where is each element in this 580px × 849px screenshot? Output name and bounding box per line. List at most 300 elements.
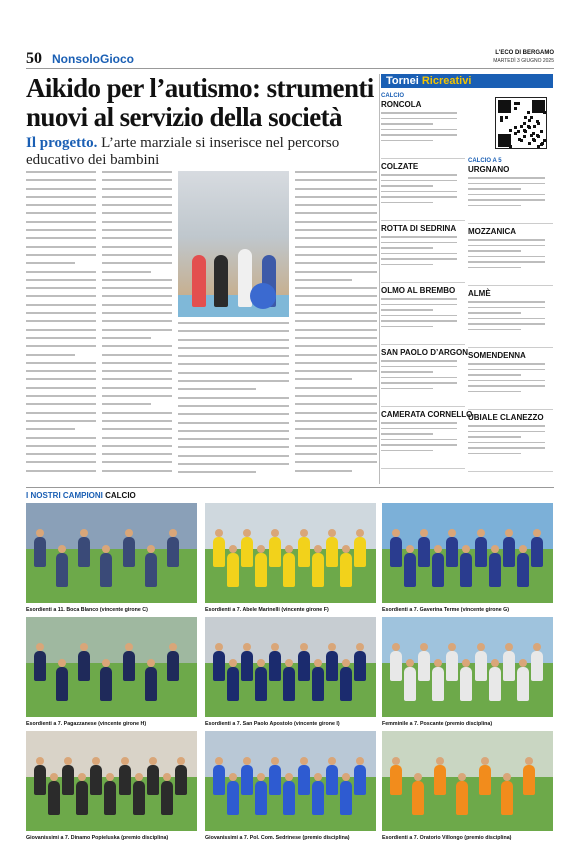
player-head [78,773,86,781]
player-figure [354,765,366,795]
text-line [26,196,96,198]
player-figure [326,537,338,567]
text-line [102,304,172,306]
text-line [26,354,75,356]
text-line [102,204,172,206]
tornei-detail-line [468,363,545,365]
player-head [36,757,44,765]
player-head [342,773,350,781]
tornei-detail-line [468,307,545,309]
tornei-detail-line [381,428,457,430]
text-line [102,295,172,297]
text-line [102,287,172,289]
player-head [328,757,336,765]
tornei-club-name: SAN PAOLO D’ARGON [381,348,468,357]
tornei-detail-line [468,380,545,382]
campioni-title-a: I NOSTRI CAMPIONI [26,491,103,500]
tornei-detail-line [468,453,521,455]
text-line [178,397,289,399]
text-line [102,412,172,414]
text-line [295,304,377,306]
tornei-separator [468,471,553,472]
text-line [295,437,377,439]
player-figure [119,765,131,795]
text-line [178,380,289,382]
text-line [26,453,96,455]
player-figure [489,553,501,587]
text-line [295,204,377,206]
subheadline-text: L’arte marziale si inserisce nel percorso educativo dei bambini [26,135,340,168]
tornei-title [386,75,471,87]
text-line [102,196,172,198]
tornei-separator [381,158,465,159]
text-line [178,438,289,440]
tornei-detail-line [381,123,433,125]
text-line [102,221,172,223]
tornei-club-name: SOMENDENNA [468,351,526,360]
text-line [102,354,172,356]
text-line [102,262,172,264]
tornei-separator [468,347,553,348]
player-head [481,757,489,765]
text-line [295,420,377,422]
team-photo-caption: Esordienti a 7. Gaverina Terme (vincente girone G) [382,607,510,613]
text-line [295,362,377,364]
player-head [106,773,114,781]
player-head [177,757,185,765]
tornei-detail-line [468,436,521,438]
text-line [26,345,96,347]
tornei-detail-line [381,439,457,441]
tornei-detail-line [468,442,545,444]
team-photo [382,731,553,831]
text-line [26,287,96,289]
text-line [295,354,377,356]
text-line [295,312,377,314]
text-line [26,395,96,397]
tornei-detail-line [468,183,545,185]
text-line [295,412,377,414]
text-line [178,405,289,407]
qr-module [514,132,517,135]
team-photo [26,731,197,831]
team-photo [382,617,553,717]
player-head [462,545,470,553]
tornei-detail-line [381,320,457,322]
player-figure [432,667,444,701]
player-head [147,659,155,667]
text-line [102,246,172,248]
tornei-club-name: MOZZANICA [468,227,516,236]
qr-module [543,111,546,114]
text-line [26,312,96,314]
player-figure [326,651,338,681]
text-line [102,428,172,430]
player-head [285,773,293,781]
tornei-detail-line [468,205,521,207]
text-line [295,262,377,264]
text-line [295,295,377,297]
text-line [102,212,172,214]
article-photo [178,171,289,317]
player-figure [255,553,267,587]
team-photo-caption: Esordienti a 11. Boca Blanco (vincente girone C) [26,607,148,613]
player-head [314,545,322,553]
player-figure [145,553,157,587]
text-line [178,413,289,415]
player-head [58,545,66,553]
text-line [26,362,96,364]
qr-module [509,145,512,148]
text-line [26,428,75,430]
player-figure [354,537,366,567]
text-line [295,403,377,405]
player-head [58,659,66,667]
player-head [503,773,511,781]
player-figure [432,553,444,587]
text-line [295,188,377,190]
tornei-detail-line [468,239,545,241]
column-divider [379,74,380,484]
player-figure [531,651,543,681]
text-line [102,445,172,447]
tornei-detail-line [381,118,457,120]
tornei-detail-line [468,194,545,196]
text-line [26,171,96,173]
player-head [300,757,308,765]
player-figure [255,667,267,701]
text-line [102,312,172,314]
player-head [392,757,400,765]
player-figure [456,781,468,815]
player-figure [517,553,529,587]
player-head [505,529,513,537]
player-figure [475,537,487,567]
text-line [26,254,96,256]
player-figure [326,765,338,795]
section-name: NonsoloGioco [52,52,134,66]
tornei-detail-line [381,134,457,136]
player-head [169,643,177,651]
tornei-separator [468,285,553,286]
tornei-detail-line [381,236,457,238]
text-line [178,339,289,341]
text-line [178,388,256,390]
player-figure [269,651,281,681]
player-figure [213,537,225,567]
tornei-detail-line [381,242,457,244]
player-figure [78,651,90,681]
text-line [26,188,96,190]
text-line [178,446,289,448]
tornei-detail-line [468,318,545,320]
text-line [102,179,172,181]
player-head [215,757,223,765]
text-line [102,271,151,273]
text-line [26,295,96,297]
player-figure [501,781,513,815]
qr-module [537,135,540,138]
tornei-detail-line [381,191,457,193]
player-figure [283,553,295,587]
tornei-detail-line [468,267,521,269]
text-line [102,395,172,397]
player-head [462,659,470,667]
qr-module [528,126,531,129]
player-head [392,643,400,651]
text-line [102,279,172,281]
tornei-detail-line [381,298,457,300]
tornei-category-calcio-a5: CALCIO A 5 [468,158,502,164]
player-figure [460,667,472,701]
player-figure [340,781,352,815]
qr-module [514,107,517,110]
player-figure [62,765,74,795]
text-line [26,329,96,331]
player-figure [418,537,430,567]
qr-module [541,142,544,145]
text-line [26,337,96,339]
player-head [215,643,223,651]
qr-module [533,125,536,128]
qr-module [523,135,526,138]
tornei-detail-line [381,253,457,255]
text-line [178,355,289,357]
player-head [477,529,485,537]
tornei-detail-line [381,422,457,424]
player-head [342,545,350,553]
text-line [295,279,352,281]
player-figure [283,667,295,701]
player-head [434,659,442,667]
text-line [26,204,96,206]
player-figure [412,781,424,815]
player-figure [283,781,295,815]
player-head [215,529,223,537]
team-photo-caption: Esordienti a 7. Abele Marinelli (vincente girone F) [205,607,329,613]
tornei-title-a: Tornei [386,75,422,87]
tornei-detail-line [381,258,457,260]
tornei-detail-line [381,433,433,435]
team-photo [26,503,197,603]
tornei-detail-line [381,309,433,311]
player-figure [489,667,501,701]
text-line [102,420,172,422]
player-head [406,659,414,667]
text-line [178,422,289,424]
photo-background [205,731,376,777]
tornei-club-name: OLMO AL BREMBO [381,286,456,295]
qr-module [532,138,535,141]
text-line [26,237,96,239]
text-line [26,378,96,380]
player-head [135,773,143,781]
section-rule [26,487,554,488]
tornei-detail-line [468,188,521,190]
text-line [26,304,96,306]
player-figure [213,765,225,795]
tornei-detail-line [468,431,545,433]
player-figure [503,651,515,681]
article-column-2 [102,171,172,484]
qr-module [505,116,508,119]
text-line [178,347,289,349]
text-line [26,212,96,214]
tornei-separator [468,223,553,224]
text-line [295,171,377,173]
text-line [102,320,172,322]
player-figure [255,781,267,815]
text-line [295,246,377,248]
player-head [356,529,364,537]
campioni-title [26,491,136,500]
player-figure [56,667,68,701]
photo-background [205,503,376,549]
tornei-detail-line [381,444,457,446]
text-line [102,461,172,463]
photo-background [382,503,553,549]
player-figure [241,537,253,567]
tornei-separator [381,406,465,407]
player-head [300,529,308,537]
player-figure [269,765,281,795]
text-line [26,320,96,322]
player-figure [34,651,46,681]
photo-background [382,617,553,663]
player-head [149,757,157,765]
text-line [178,463,289,465]
text-line [295,237,377,239]
player-figure [503,537,515,567]
text-line [295,470,352,472]
text-line [295,179,377,181]
text-line [178,455,289,457]
player-figure [145,667,157,701]
header-rule [26,68,554,69]
text-line [102,370,172,372]
text-line [295,287,377,289]
tornei-detail-line [381,196,457,198]
player-head [229,773,237,781]
tornei-club-name: ALMÈ [468,289,491,298]
player-head [300,643,308,651]
page-number: 50 [26,50,42,67]
player-figure [418,651,430,681]
text-line [295,428,377,430]
team-photo-caption: Esordienti a 7. Pagazzanese (vincente girone H) [26,721,147,727]
text-line [102,171,172,173]
newspaper-name: L'ECO DI BERGAMO [495,50,554,56]
qr-module [528,119,531,122]
text-line [26,461,96,463]
player-head [163,773,171,781]
photo-person [192,255,206,307]
player-figure [175,765,187,795]
text-line [295,345,377,347]
player-head [102,659,110,667]
player-head [414,773,422,781]
article-headline: Aikido per l’autismo: strumenti nuovi al servizio della società [26,73,374,132]
qr-module [518,138,521,141]
tornei-separator [381,344,465,345]
text-line [26,437,96,439]
player-figure [312,781,324,815]
tornei-detail-line [381,382,457,384]
player-figure [298,765,310,795]
player-figure [390,765,402,795]
player-figure [298,537,310,567]
issue-date: MARTEDÌ 3 GIUGNO 2025 [493,58,554,64]
qr-module [523,129,526,132]
text-line [102,188,172,190]
tornei-detail-line [381,174,457,176]
tornei-club-name: URGNANO [468,165,510,174]
player-figure [390,651,402,681]
tornei-detail-line [381,112,457,114]
tornei-detail-line [381,360,457,362]
player-head [328,529,336,537]
tornei-detail-line [468,250,521,252]
text-line [178,471,256,473]
tornei-club-name: UBIALE CLANEZZO [468,413,544,422]
team-photo [205,617,376,717]
tornei-detail-line [381,450,433,452]
text-line [102,362,172,364]
player-figure [475,651,487,681]
player-figure [227,667,239,701]
tornei-detail-line [381,315,457,317]
tornei-detail-line [381,264,433,266]
player-head [356,757,364,765]
player-figure [34,537,46,567]
tornei-detail-line [468,199,545,201]
tornei-club-name: COLZATE [381,162,419,171]
team-photo-caption: Esordienti a 7. San Paolo Apostolo (vincente girone I) [205,721,340,727]
qr-module [533,107,536,110]
player-figure [269,537,281,567]
player-figure [404,553,416,587]
team-photo-caption: Esordienti a 7. Oratorio Villongo (premio disciplina) [382,835,512,841]
text-line [295,445,377,447]
player-figure [161,781,173,815]
player-head [102,545,110,553]
player-figure [523,765,535,795]
player-figure [404,667,416,701]
player-head [229,659,237,667]
player-head [285,659,293,667]
tornei-detail-line [468,385,545,387]
team-photo [26,617,197,717]
text-line [102,337,151,339]
qr-module [523,122,526,125]
player-figure [100,553,112,587]
text-line [178,372,289,374]
player-head [519,659,527,667]
photo-ball [250,283,276,309]
team-photo [205,731,376,831]
text-line [102,470,172,472]
tornei-club-name: ROTTA DI SEDRINA [381,224,457,233]
photo-person [214,255,228,307]
player-figure [340,553,352,587]
player-head [36,643,44,651]
tornei-detail-line [381,377,457,379]
qr-module [500,119,503,122]
tornei-detail-line [381,371,433,373]
player-head [50,773,58,781]
text-line [102,403,151,405]
tornei-detail-line [468,391,521,393]
